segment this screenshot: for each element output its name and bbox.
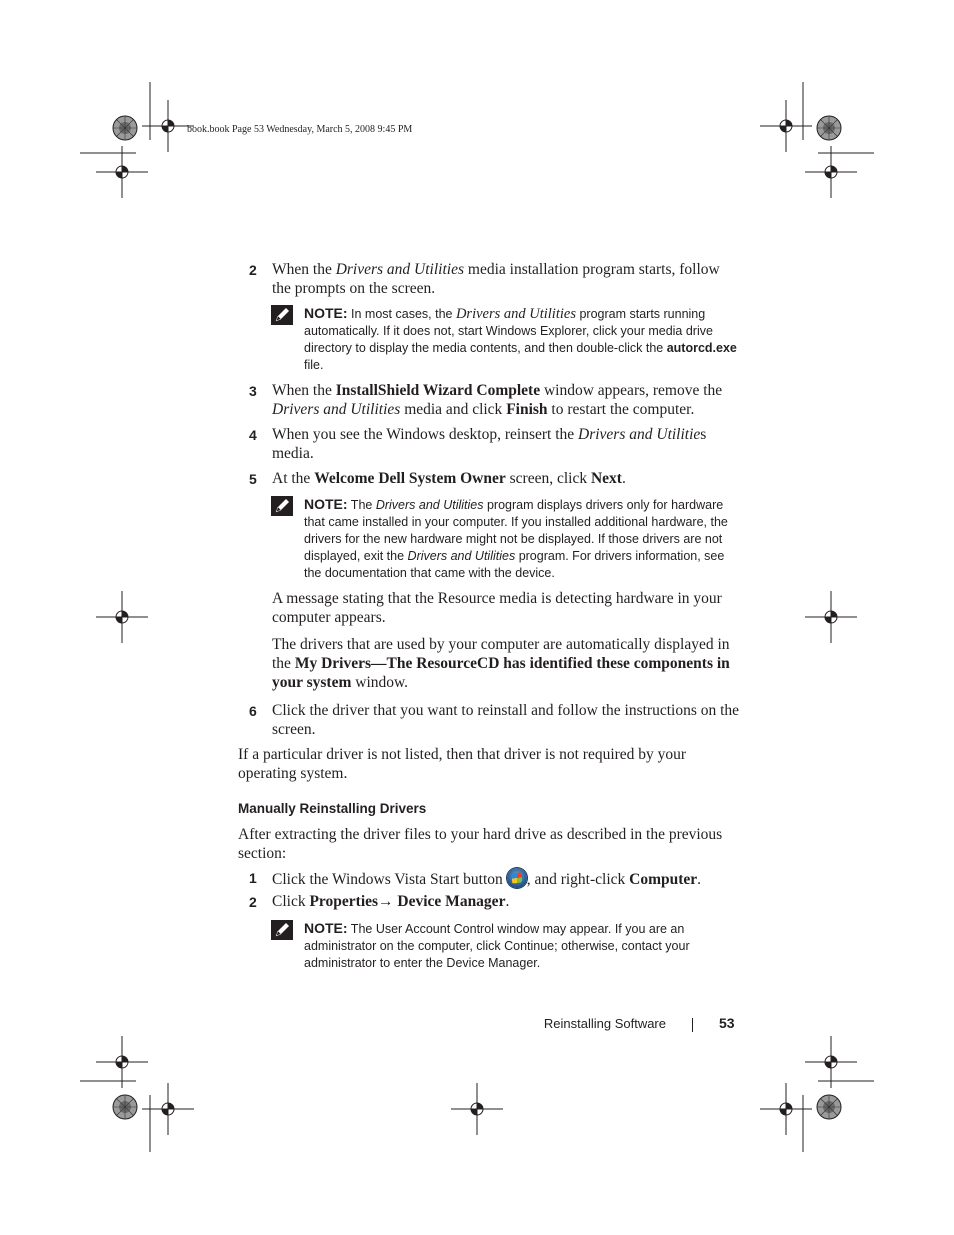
note-3: NOTE: The User Account Control window may appear. If you are an administrator on the computer, click Continue; otherwise, contact your administrator to enter the Device Manager.: [304, 920, 690, 970]
pencil-note-icon: [271, 496, 293, 516]
page-number: 53: [719, 1015, 735, 1031]
step-number: 4: [249, 427, 257, 443]
manual-step-1-text: Click the Windows Vista Start button , and right-click Computer.: [272, 868, 742, 889]
step-number: 2: [249, 262, 257, 278]
pencil-note-icon: [271, 305, 293, 325]
footer-section-title: Reinstalling Software: [543, 1016, 666, 1031]
section-heading: Manually Reinstalling Drivers: [238, 801, 427, 816]
step-4-text: When you see the Windows desktop, reinsert the Drivers and Utilities media.: [272, 426, 707, 462]
step-number: 5: [249, 471, 257, 487]
step-number: 6: [249, 703, 257, 719]
step-3-text: When the InstallShield Wizard Complete window appears, remove the Drivers and Utilities media and click Finish to restart the computer.: [272, 382, 723, 418]
step-number: 3: [249, 383, 257, 399]
paragraph-after: After extracting the driver files to your hard drive as described in the previous section:: [238, 826, 723, 862]
step-2-text: When the Drivers and Utilities media installation program starts, follow the prompts on the screen.: [272, 261, 720, 297]
footer-divider: [692, 1018, 693, 1032]
manual-step-2-text: Click Properties→ Device Manager.: [272, 893, 510, 910]
step-number: 2: [249, 894, 257, 910]
paragraph-detect: A message stating that the Resource media is detecting hardware in your computer appears.: [272, 590, 722, 626]
pencil-note-icon: [271, 920, 293, 940]
step-6-text: Click the driver that you want to reinstall and follow the instructions on the screen.: [272, 702, 740, 738]
windows-start-orb-icon: [507, 868, 527, 888]
print-slug: book.book Page 53 Wednesday, March 5, 2008 9:45 PM: [187, 124, 413, 135]
paragraph-drivers: The drivers that are used by your computer are automatically displayed in the My Drivers—The ResourceCD has identified these components in your system window.: [272, 636, 730, 691]
step-5-text: At the Welcome Dell System Owner screen, click Next.: [272, 470, 626, 487]
note-1: NOTE: In most cases, the Drivers and Utilities program starts running automatically. If it does not, start Windows Explorer, click your media drive directory to display the media contents, and then double-click the autorcd.exe file.: [304, 305, 737, 372]
note-2: NOTE: The Drivers and Utilities program displays drivers only for hardware that came installed in your computer. If you installed additional hardware, the drivers for the new hardware might not be displayed. If those drivers are not displayed, exit the Drivers and Utilities program. For drivers information, see the documentation that came with the device.: [304, 496, 728, 580]
step-number: 1: [249, 870, 257, 886]
paragraph-not-listed: If a particular driver is not listed, then that driver is not required by your operating system.: [238, 746, 687, 782]
